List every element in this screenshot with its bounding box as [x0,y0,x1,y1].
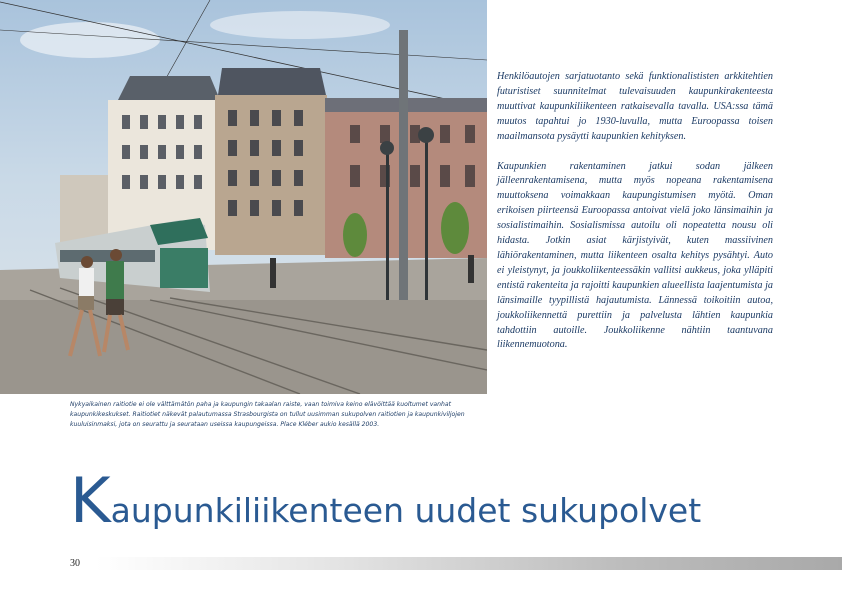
chapter-heading [70,464,702,542]
paragraph: Kaupunkien rakentaminen jatkui sodan jälkeen jälleenrakentamisena, mutta myös nopeana rakentamisena muuttoksena voimakkaan kaupungistumisen myötä. Oman erikoisen piirteensä Euroopassa antoivat vielä joko länsimaihin ja sosialistimaihin. Sosialismissa autoilu oli nopeatetta nousu oli hidasta. Jotkin asiat kärjistyivät, kuten massiivinen lähiörakentaminen, mutta liikenteen osalta kehitys pysähtyi. Auto ei yleistynyt, ja joukkoliikenteessäkin vallitsi aukkeus, joka ylläpiti entistä rakenteita ja rajoitti kaupunkien alueellista laajentumista ja länsimaille tyypillistä hajautumista. Lännessä toikoitiin autoa, joukkoliikennettä purettiin ja palvelusta lähtien kaupunkia tahdottiin autoille. Joukkoliikenne nähtiin taantuvana liikennemuotona. [497,160,773,351]
body-text [497,70,773,368]
heading-text: aupunkiliikenteen uudet sukupolvet [110,491,702,530]
paragraph: Henkilöautojen sarjatuotanto sekä funktionalististen arkkitehtien futuristiset suunnitelmat tulevaisuuden kaupunkirakenteesta muuttivat kaupunkiliikenteen ratkaisevalla tavalla. USA:ssa tämä muutos tapahtui jo 1930-luvulla, mutta Euroopassa toisen maailmansota pysäytti kaupunkien kehityksen. [497,71,773,142]
footer-gradient-bar [96,557,842,570]
heading-dropcap: K [70,464,111,537]
page-number: 30 [70,558,80,569]
photo-caption: Nykyaikainen raitiotie ei ole välttämätön paha ja kaupungin takaalan raiste, vaan toimiva keino elävöittää kuoltumet vanhat kaupunkikeskukset. Raitiotiet näkevät palautumassa Strasbourgista on tullut uusimman sukupolven raitiotien ja kaupunkiviljojen kuuluisinmaksi, jota on seurattu ja seurataan useissa kaupungeissa. Place Kléber aukio kesällä 2003. [70,401,465,429]
tram-street-photo [0,0,487,394]
